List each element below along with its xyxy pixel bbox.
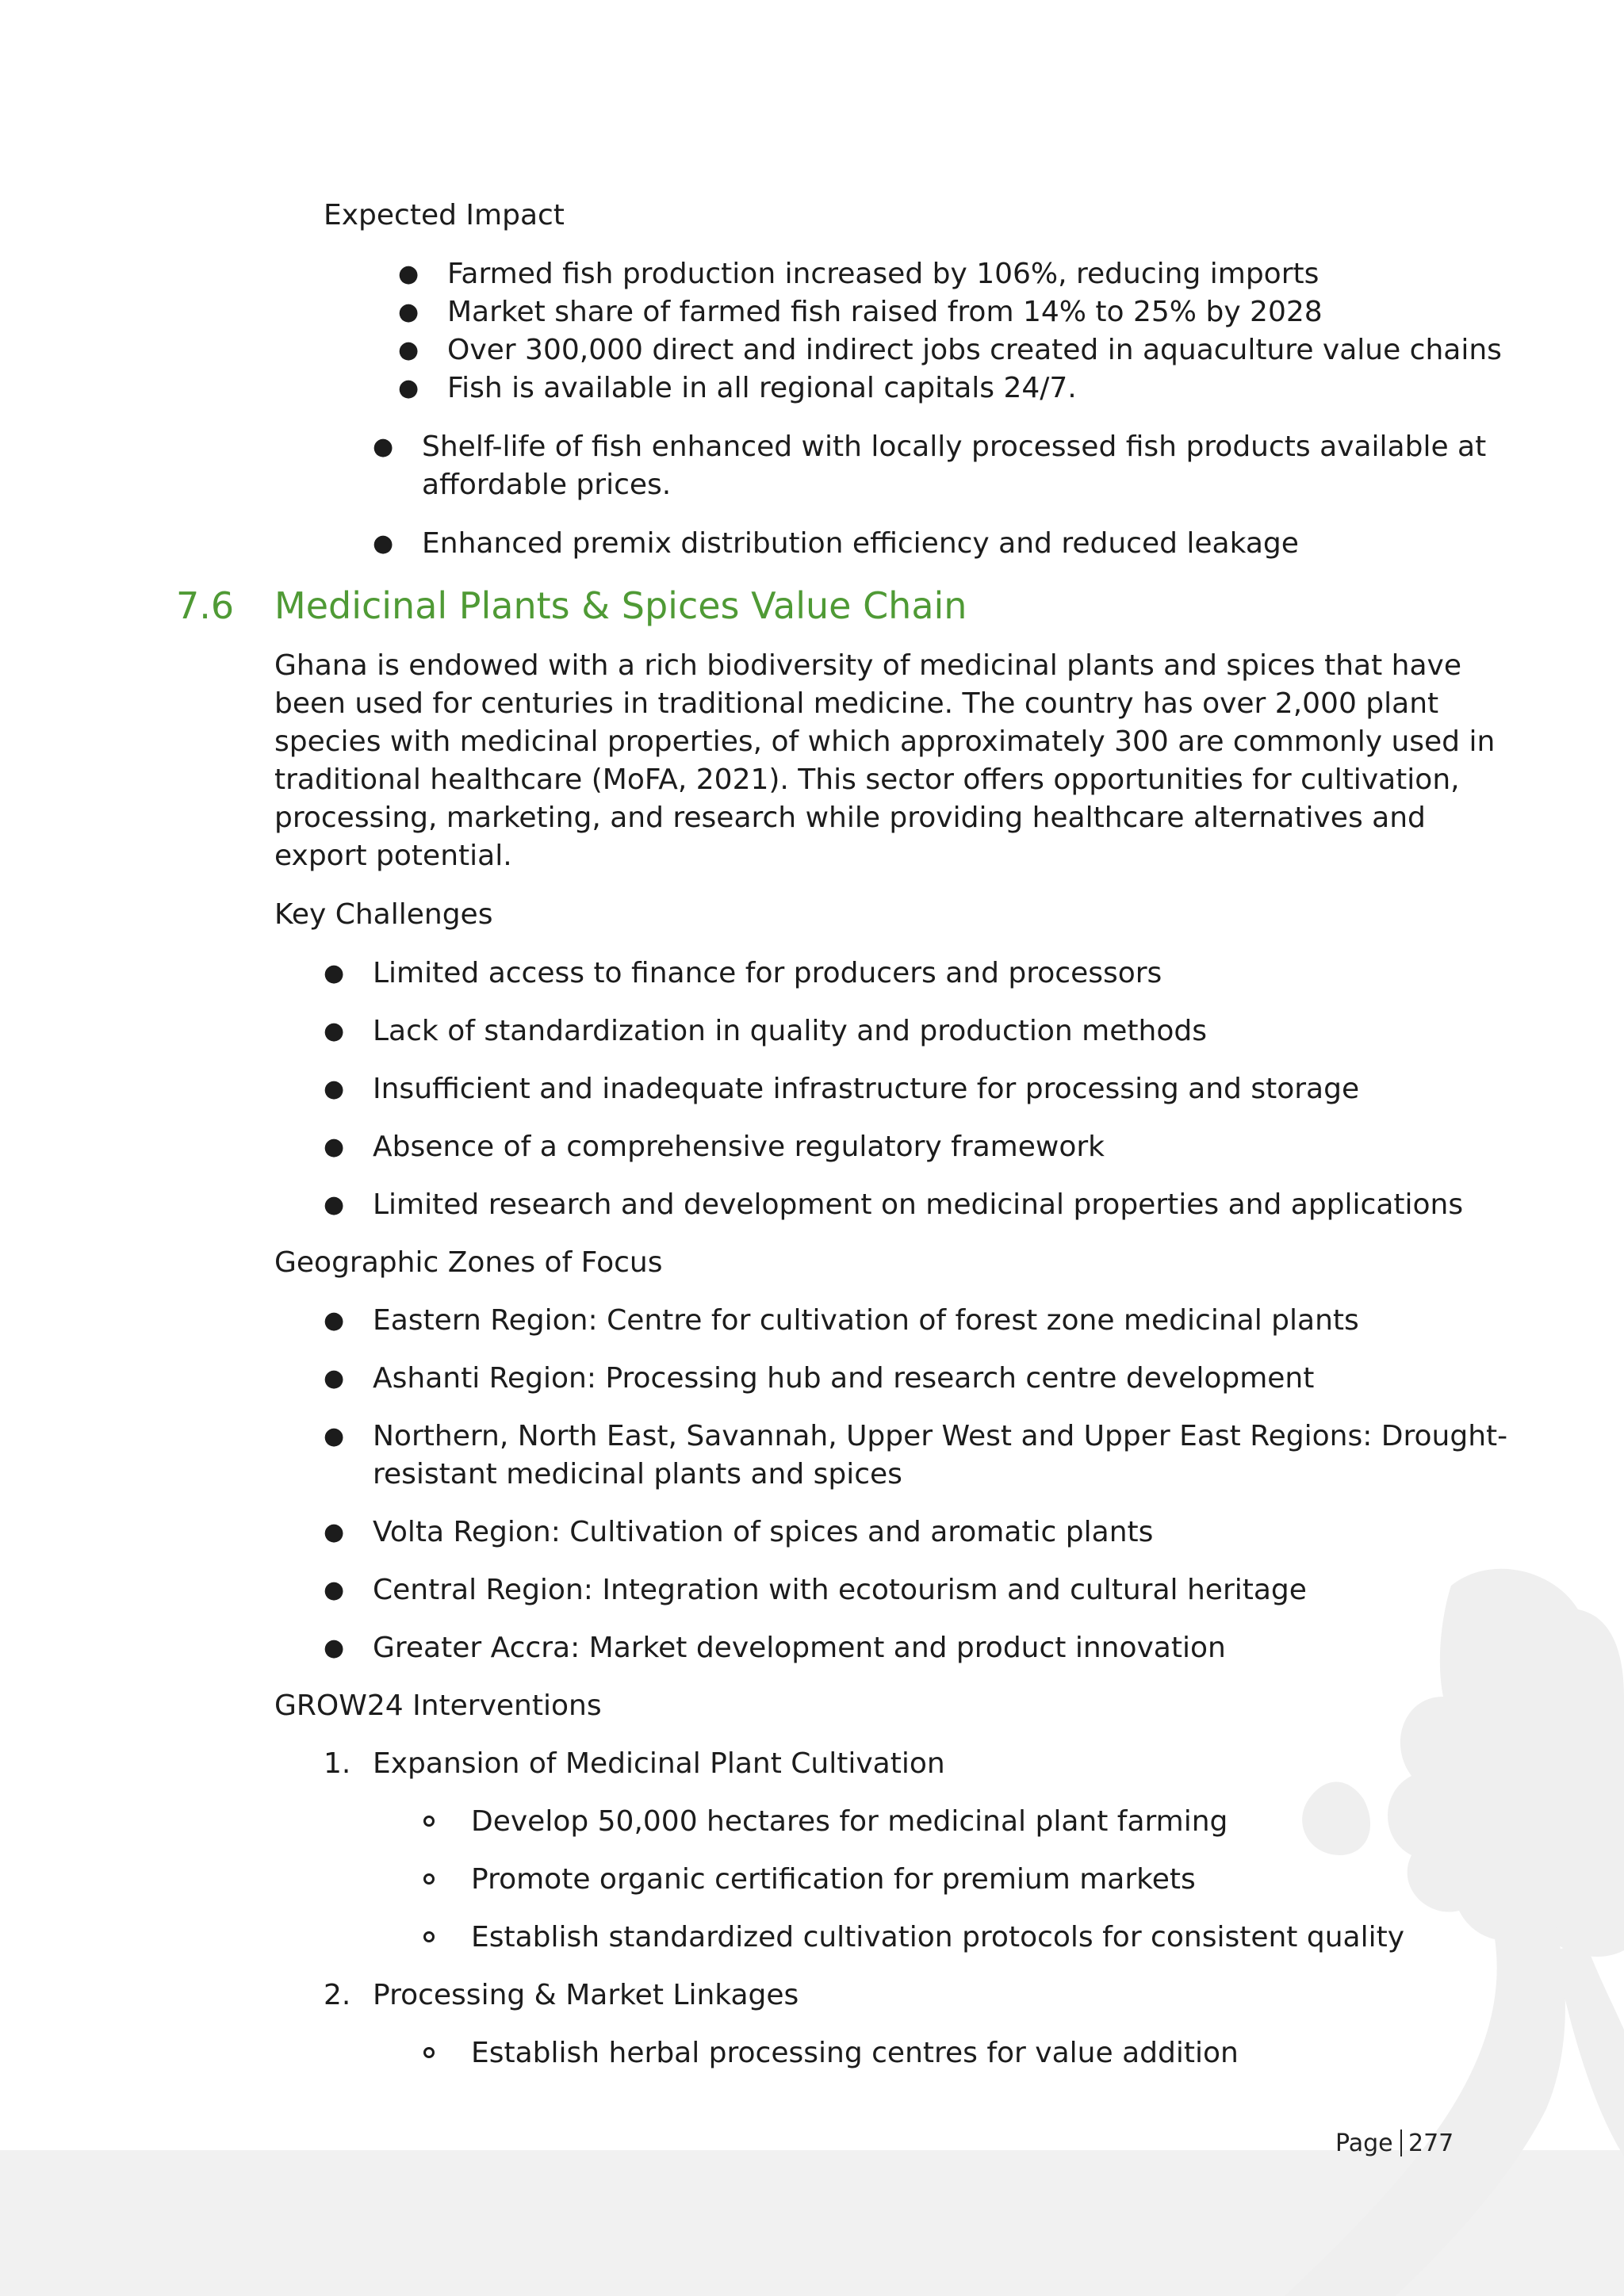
- intro-line: processing, marketing, and research while providing healthcare alternatives and: [274, 802, 1426, 834]
- zone-item: Volta Region: Cultivation of spices and aromatic plants: [373, 1516, 1154, 1548]
- zone-item-cont: resistant medicinal plants and spices: [373, 1458, 902, 1490]
- intro-line: export potential.: [274, 840, 512, 872]
- zones-heading: Geographic Zones of Focus: [274, 1246, 663, 1279]
- intervention-number: 2.: [324, 1979, 351, 2011]
- impact-item: Farmed fish production increased by 106%, reducing imports: [447, 258, 1320, 290]
- intro-line: been used for centuries in traditional medicine. The country has over 2,000 plant: [274, 687, 1439, 720]
- zone-item: Central Region: Integration with ecotourism and cultural heritage: [373, 1574, 1307, 1606]
- section-number: 7.6: [176, 584, 235, 627]
- intro-line: Ghana is endowed with a rich biodiversity of medicinal plants and spices that have: [274, 649, 1461, 682]
- bullet-icon: ●: [398, 336, 419, 364]
- key-challenges-heading: Key Challenges: [274, 898, 493, 931]
- zone-item: Northern, North East, Savannah, Upper West and Upper East Regions: Drought-: [373, 1420, 1508, 1452]
- intro-line: species with medicinal properties, of which approximately 300 are commonly used in: [274, 725, 1496, 758]
- impact-item: Fish is available in all regional capitals 24/7.: [447, 372, 1077, 404]
- circle-bullet-icon: [423, 1873, 435, 1885]
- bullet-icon: ●: [324, 1075, 345, 1103]
- bullet-icon: ●: [324, 1307, 345, 1334]
- challenge-item: Insufficient and inadequate infrastructure for processing and storage: [373, 1073, 1360, 1105]
- intervention-item: Establish standardized cultivation protocols for consistent quality: [471, 1921, 1404, 1954]
- bullet-icon: ●: [324, 1191, 345, 1219]
- challenge-item: Limited access to finance for producers and processors: [373, 957, 1162, 989]
- interventions-heading: GROW24 Interventions: [274, 1689, 602, 1722]
- bullet-icon: ●: [324, 1518, 345, 1546]
- page-number: 277: [1408, 2130, 1454, 2157]
- bullet-icon: ●: [324, 1017, 345, 1045]
- impact-item-premix: Enhanced premix distribution efficiency and reduced leakage: [422, 527, 1299, 560]
- expected-impact-heading: Expected Impact: [324, 199, 565, 232]
- zone-item: Eastern Region: Centre for cultivation of forest zone medicinal plants: [373, 1304, 1359, 1337]
- bullet-icon: ●: [324, 1634, 345, 1662]
- bullet-icon: ●: [398, 260, 419, 288]
- zone-item: Ashanti Region: Processing hub and research centre development: [373, 1362, 1315, 1395]
- intro-line: traditional healthcare (MoFA, 2021). This sector offers opportunities for cultivation,: [274, 763, 1460, 796]
- intervention-item: Promote organic certification for premium markets: [471, 1863, 1196, 1896]
- intervention-number: 1.: [324, 1747, 351, 1780]
- circle-bullet-icon: [423, 2047, 435, 2058]
- impact-item: Over 300,000 direct and indirect jobs created in aquaculture value chains: [447, 334, 1502, 366]
- page-separator: [1400, 2130, 1402, 2156]
- section-title: Medicinal Plants & Spices Value Chain: [274, 584, 967, 627]
- bullet-icon: ●: [373, 530, 394, 557]
- circle-bullet-icon: [423, 1931, 435, 1942]
- challenge-item: Limited research and development on medicinal properties and applications: [373, 1188, 1464, 1221]
- impact-item-shelf-life: Shelf-life of fish enhanced with locally processed fish products available at: [422, 430, 1487, 463]
- challenge-item: Absence of a comprehensive regulatory framework: [373, 1131, 1105, 1163]
- bullet-icon: ●: [398, 374, 419, 402]
- impact-item-shelf-life-cont: affordable prices.: [422, 469, 672, 501]
- bullet-icon: ●: [324, 1133, 345, 1161]
- impact-item: Market share of farmed fish raised from 14% to 25% by 2028: [447, 296, 1323, 328]
- tree-watermark-icon: [1253, 1538, 1624, 2296]
- bullet-icon: ●: [324, 1422, 345, 1450]
- intervention-item: Develop 50,000 hectares for medicinal plant farming: [471, 1805, 1228, 1838]
- intervention-title: Expansion of Medicinal Plant Cultivation: [373, 1747, 945, 1780]
- intervention-title: Processing & Market Linkages: [373, 1979, 799, 2011]
- bullet-icon: ●: [324, 1576, 345, 1604]
- bullet-icon: ●: [324, 959, 345, 987]
- page-label: Page: [1335, 2130, 1393, 2157]
- circle-bullet-icon: [423, 1816, 435, 1827]
- bullet-icon: ●: [373, 433, 394, 461]
- challenge-item: Lack of standardization in quality and production methods: [373, 1015, 1207, 1047]
- intervention-item: Establish herbal processing centres for value addition: [471, 2037, 1239, 2069]
- bullet-icon: ●: [324, 1364, 345, 1392]
- zone-item: Greater Accra: Market development and product innovation: [373, 1632, 1226, 1664]
- bullet-icon: ●: [398, 298, 419, 326]
